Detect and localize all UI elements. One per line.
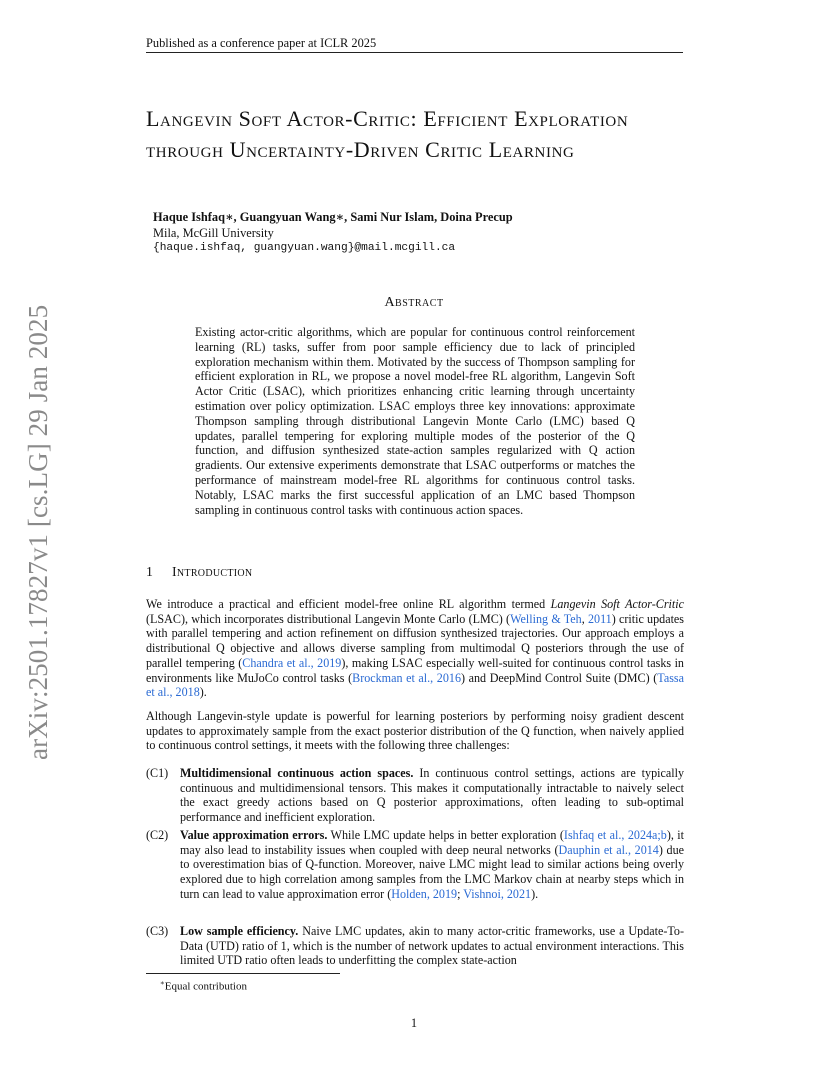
challenge-body xyxy=(180,766,684,825)
abstract-text: Existing actor-critic algorithms, which are popular for continuous control reinforcement learning (RL) tasks, suffer from poor sample efficiency due to lack of principled exploration mechanism within them. Motivated by the success of Thompson sampling for efficient exploration in RL, we propose a novel model-free RL algorithm, Langevin Soft Actor Critic (LSAC), which prioritizes enhancing critic learning through uncertainty estimation over policy optimization. LSAC employs three key innovations: approximate Thompson sampling through distributional Langevin Monte Carlo (LMC) based Q updates, parallel tempering for exploring multiple modes of the posterior of the Q function, and diffusion synthesized state-action samples regularized with Q action gradients. Our extensive experiments demonstrate that LSAC outperforms or matches the performance of mainstream model-free RL algorithms for continuous control tasks. Notably, LSAC marks the first successful application of an LMC based Thompson sampling in continuous control tasks with continuous action spaces. xyxy=(195,325,635,517)
citation-link[interactable]: Dauphin et al., 2014 xyxy=(558,842,659,857)
section-heading xyxy=(146,563,252,581)
intro-text: (LSAC), which incorporates distributional Langevin Monte Carlo (LMC) ( xyxy=(146,611,511,626)
author-email: {haque.ishfaq, guangyuan.wang}@mail.mcgill.ca xyxy=(153,242,456,254)
affiliation: Mila, McGill University xyxy=(153,226,274,240)
challenge-text: ), it may also lead to instability issues when coupled with deep neural networks ( xyxy=(180,828,685,857)
intro-text: ) critic updates with parallel tempering and action refinement on diffusion synthesized trajectories. Our approach employs a distributional Q objective and allows diverse sampling from multimodal Q posteriors through the use of parallel tempering ( xyxy=(146,611,684,670)
footnote-rule xyxy=(146,973,340,974)
page-number: 1 xyxy=(410,1016,418,1030)
arxiv-identifier: arXiv:2501.17827v1 [cs.LG] 29 Jan 2025 xyxy=(23,304,53,760)
footnote-mark: ∗ xyxy=(160,979,165,987)
intro-paragraph-1 xyxy=(146,597,684,700)
intro-text: , xyxy=(581,611,588,626)
citation-link[interactable]: Chandra et al., 2019 xyxy=(242,655,342,670)
challenge-lead: Multidimensional continuous action spaces. xyxy=(180,766,414,780)
section-number: 1 xyxy=(146,564,154,579)
footnote-text: Equal contribution xyxy=(164,980,247,993)
paper-title: Langevin Soft Actor-Critic: Efficient Exploration through Uncertainty-Driven Critic Learning xyxy=(146,106,629,162)
header-rule xyxy=(146,52,683,53)
intro-text: We introduce a practical and efficient model-free online RL algorithm termed xyxy=(146,597,551,611)
intro-text: ). xyxy=(199,685,207,700)
citation-link[interactable]: Brockman et al., 2016 xyxy=(352,670,461,685)
method-name: Langevin Soft Actor-Critic xyxy=(550,597,684,611)
section-title: Introduction xyxy=(172,564,253,579)
challenge-text: ; xyxy=(457,886,464,901)
challenge-lead: Low sample efficiency. xyxy=(180,924,299,938)
challenge-body xyxy=(180,828,684,902)
challenge-text: In continuous control settings, actions are typically continuous and multidimensional tensors. This makes it computationally intractable to naively select the exact greedy actions based on Q posterior approximations, often leading to sub-optimal performance and inefficient exploration. xyxy=(180,766,684,825)
challenge-tag: (C3) xyxy=(146,924,169,938)
citation-link[interactable]: Tassa et al., 2018 xyxy=(146,670,684,700)
challenge-text: ). xyxy=(531,886,539,901)
intro-text: ), making LSAC especially well-suited for continuous control tasks in environments like MuJoCo control tasks ( xyxy=(146,655,684,685)
challenge-body xyxy=(180,924,684,968)
challenge-tag: (C2) xyxy=(146,828,169,842)
challenge-item xyxy=(146,766,684,825)
running-header: Published as a conference paper at ICLR 2025 xyxy=(146,36,377,50)
intro-text: ) and DeepMind Control Suite (DMC) ( xyxy=(461,670,658,685)
citation-link[interactable]: 2011 xyxy=(587,611,612,626)
challenge-text: Naive LMC updates, akin to many actor-critic frameworks, use a Update-To-Data (UTD) ratio of 1, which is the number of network updates to actual environment interactions. This limited UTD ratio often leads to underfitting the complex state-action xyxy=(180,924,684,968)
citation-link[interactable]: Ishfaq et al., 2024a;b xyxy=(563,828,667,842)
challenge-text: ) due to overestimation bias of Q-function. Moreover, naive LMC might lead to similar actions being overly explored due to high correlation among samples from the LMC Markov chain at nearby steps which in turn can lead to value approximation error ( xyxy=(180,842,684,901)
footnote xyxy=(160,976,247,994)
citation-link[interactable]: Vishnoi, 2021 xyxy=(463,886,532,901)
challenge-lead: Value approximation errors. xyxy=(180,828,328,842)
challenge-text: While LMC update helps in better exploration ( xyxy=(327,828,564,842)
challenge-tag: (C1) xyxy=(146,766,169,780)
challenge-item xyxy=(146,924,684,968)
abstract-heading: Abstract xyxy=(384,295,444,310)
citation-link[interactable]: Welling & Teh xyxy=(510,611,582,626)
challenge-item xyxy=(146,828,684,902)
intro-paragraph-2: Although Langevin-style update is powerful for learning posteriors by performing noisy gradient descent updates to approximately sample from the exact posterior distribution of the Q function, when naively applied to continuous control settings, it meets with the following three challenges: xyxy=(146,709,684,753)
citation-link[interactable]: Holden, 2019 xyxy=(391,886,458,901)
author-list: Haque Ishfaq∗, Guangyuan Wang∗, Sami Nur Islam, Doina Precup xyxy=(153,210,513,224)
